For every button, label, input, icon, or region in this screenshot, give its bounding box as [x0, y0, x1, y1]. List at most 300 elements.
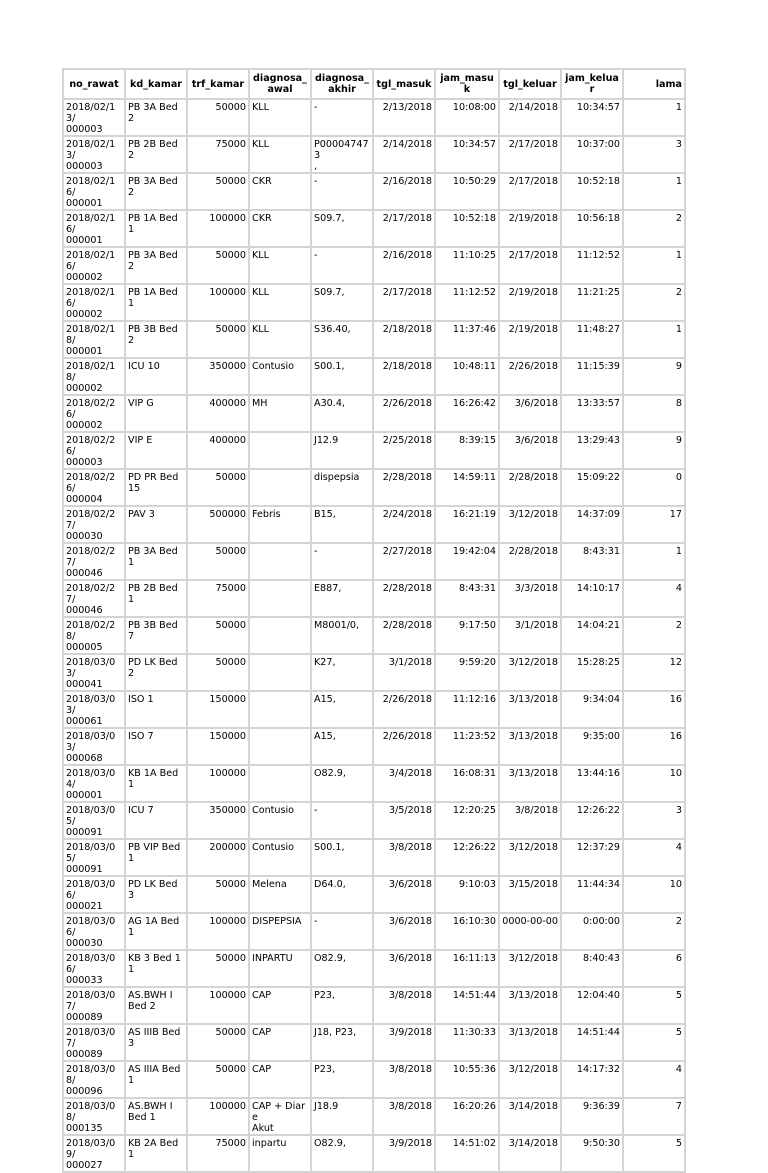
- table-row: [63, 395, 685, 432]
- jam-keluar-cell: 0:00:00: [561, 913, 623, 950]
- spreadsheet: [62, 68, 686, 1173]
- kd-kamar-cell: PB 3A Bed 2: [125, 99, 187, 136]
- diagnosa-akhir-cell: B15,: [311, 506, 373, 543]
- jam-keluar-cell: 8:43:31: [561, 543, 623, 580]
- jam-masuk-cell: 11:30:33: [435, 1024, 499, 1061]
- column-header: tgl_keluar: [499, 69, 561, 99]
- trf-kamar-cell: 50000: [187, 1024, 249, 1061]
- lama-cell: 12: [623, 654, 685, 691]
- diagnosa-awal-cell: CAP: [249, 1061, 311, 1098]
- jam-masuk-cell: 10:55:36: [435, 1061, 499, 1098]
- diagnosa-akhir-cell: D64.0,: [311, 876, 373, 913]
- no-rawat-cell: 2018/03/05/ 000091: [63, 839, 125, 876]
- table-row: [63, 913, 685, 950]
- diagnosa-awal-cell: Febris: [249, 506, 311, 543]
- diagnosa-awal-cell: KLL: [249, 99, 311, 136]
- jam-masuk-cell: 9:10:03: [435, 876, 499, 913]
- tgl-keluar-cell: 2/28/2018: [499, 543, 561, 580]
- jam-keluar-cell: 9:50:30: [561, 1135, 623, 1172]
- no-rawat-cell: 2018/03/05/ 000091: [63, 802, 125, 839]
- column-header: diagnosa_ akhir: [311, 69, 373, 99]
- diagnosa-akhir-cell: E887,: [311, 580, 373, 617]
- jam-masuk-cell: 14:51:44: [435, 987, 499, 1024]
- diagnosa-awal-cell: inpartu: [249, 1135, 311, 1172]
- jam-keluar-cell: 15:09:22: [561, 469, 623, 506]
- lama-cell: 1: [623, 99, 685, 136]
- tgl-keluar-cell: 2/26/2018: [499, 358, 561, 395]
- no-rawat-cell: 2018/02/18/ 000001: [63, 321, 125, 358]
- tgl-keluar-cell: 2/19/2018: [499, 284, 561, 321]
- column-header: trf_kamar: [187, 69, 249, 99]
- tgl-masuk-cell: 3/8/2018: [373, 1061, 435, 1098]
- diagnosa-awal-cell: KLL: [249, 321, 311, 358]
- no-rawat-cell: 2018/03/04/ 000001: [63, 765, 125, 802]
- lama-cell: 5: [623, 1135, 685, 1172]
- diagnosa-awal-cell: CKR: [249, 210, 311, 247]
- kd-kamar-cell: AS.BWH I Bed 1: [125, 1098, 187, 1135]
- lama-cell: 10: [623, 765, 685, 802]
- table-row: [63, 247, 685, 284]
- column-header: jam_masu k: [435, 69, 499, 99]
- trf-kamar-cell: 400000: [187, 395, 249, 432]
- kd-kamar-cell: AS IIIA Bed 1: [125, 1061, 187, 1098]
- jam-keluar-cell: 12:04:40: [561, 987, 623, 1024]
- no-rawat-cell: 2018/02/26/ 000003: [63, 432, 125, 469]
- kd-kamar-cell: AS.BWH I Bed 2: [125, 987, 187, 1024]
- lama-cell: 3: [623, 136, 685, 173]
- diagnosa-awal-cell: MH: [249, 395, 311, 432]
- kd-kamar-cell: ICU 7: [125, 802, 187, 839]
- no-rawat-cell: 2018/03/03/ 000068: [63, 728, 125, 765]
- kd-kamar-cell: ISO 1: [125, 691, 187, 728]
- trf-kamar-cell: 75000: [187, 136, 249, 173]
- tgl-keluar-cell: 3/14/2018: [499, 1098, 561, 1135]
- no-rawat-cell: 2018/02/28/ 000005: [63, 617, 125, 654]
- tgl-masuk-cell: 2/27/2018: [373, 543, 435, 580]
- jam-masuk-cell: 16:11:13: [435, 950, 499, 987]
- tgl-masuk-cell: 3/9/2018: [373, 1135, 435, 1172]
- diagnosa-awal-cell: CAP: [249, 1024, 311, 1061]
- jam-keluar-cell: 11:21:25: [561, 284, 623, 321]
- no-rawat-cell: 2018/02/16/ 000002: [63, 284, 125, 321]
- diagnosa-akhir-cell: J18.9: [311, 1098, 373, 1135]
- diagnosa-akhir-cell: A15,: [311, 691, 373, 728]
- kd-kamar-cell: PD PR Bed 15: [125, 469, 187, 506]
- table-row: [63, 765, 685, 802]
- diagnosa-awal-cell: KLL: [249, 247, 311, 284]
- kd-kamar-cell: PB 1A Bed 1: [125, 284, 187, 321]
- jam-masuk-cell: 8:43:31: [435, 580, 499, 617]
- no-rawat-cell: 2018/02/13/ 000003: [63, 99, 125, 136]
- tgl-masuk-cell: 2/24/2018: [373, 506, 435, 543]
- diagnosa-akhir-cell: K27,: [311, 654, 373, 691]
- table-row: [63, 506, 685, 543]
- tgl-keluar-cell: 2/17/2018: [499, 136, 561, 173]
- column-header: lama: [623, 69, 685, 99]
- table-row: [63, 284, 685, 321]
- tgl-masuk-cell: 3/6/2018: [373, 950, 435, 987]
- diagnosa-awal-cell: CAP: [249, 987, 311, 1024]
- no-rawat-cell: 2018/03/07/ 000089: [63, 987, 125, 1024]
- jam-keluar-cell: 11:48:27: [561, 321, 623, 358]
- table-row: [63, 691, 685, 728]
- kd-kamar-cell: PB 3A Bed 2: [125, 173, 187, 210]
- trf-kamar-cell: 50000: [187, 321, 249, 358]
- tgl-keluar-cell: 3/3/2018: [499, 580, 561, 617]
- tgl-masuk-cell: 3/8/2018: [373, 987, 435, 1024]
- column-header: tgl_masuk: [373, 69, 435, 99]
- jam-keluar-cell: 9:34:04: [561, 691, 623, 728]
- column-header: jam_kelua r: [561, 69, 623, 99]
- trf-kamar-cell: 150000: [187, 691, 249, 728]
- diagnosa-awal-cell: CAP + Diare Akut: [249, 1098, 311, 1135]
- diagnosa-awal-cell: [249, 469, 311, 506]
- lama-cell: 10: [623, 876, 685, 913]
- header-row: [63, 69, 685, 99]
- trf-kamar-cell: 50000: [187, 617, 249, 654]
- no-rawat-cell: 2018/03/03/ 000041: [63, 654, 125, 691]
- tgl-masuk-cell: 3/4/2018: [373, 765, 435, 802]
- tgl-masuk-cell: 2/16/2018: [373, 173, 435, 210]
- diagnosa-awal-cell: [249, 543, 311, 580]
- tgl-masuk-cell: 2/28/2018: [373, 617, 435, 654]
- table-row: [63, 876, 685, 913]
- diagnosa-akhir-cell: -: [311, 173, 373, 210]
- kd-kamar-cell: PAV 3: [125, 506, 187, 543]
- table-row: [63, 432, 685, 469]
- tgl-masuk-cell: 2/17/2018: [373, 210, 435, 247]
- lama-cell: 16: [623, 728, 685, 765]
- diagnosa-akhir-cell: J18, P23,: [311, 1024, 373, 1061]
- trf-kamar-cell: 50000: [187, 247, 249, 284]
- table-row: [63, 173, 685, 210]
- jam-masuk-cell: 16:08:31: [435, 765, 499, 802]
- tgl-keluar-cell: 3/1/2018: [499, 617, 561, 654]
- trf-kamar-cell: 75000: [187, 580, 249, 617]
- tgl-masuk-cell: 2/26/2018: [373, 691, 435, 728]
- no-rawat-cell: 2018/02/27/ 000046: [63, 580, 125, 617]
- diagnosa-akhir-cell: -: [311, 913, 373, 950]
- tgl-keluar-cell: 3/6/2018: [499, 395, 561, 432]
- jam-keluar-cell: 10:56:18: [561, 210, 623, 247]
- tgl-masuk-cell: 3/6/2018: [373, 913, 435, 950]
- tgl-keluar-cell: 3/6/2018: [499, 432, 561, 469]
- diagnosa-awal-cell: INPARTU: [249, 950, 311, 987]
- jam-masuk-cell: 11:12:52: [435, 284, 499, 321]
- jam-masuk-cell: 10:34:57: [435, 136, 499, 173]
- tgl-keluar-cell: 3/8/2018: [499, 802, 561, 839]
- no-rawat-cell: 2018/02/26/ 000004: [63, 469, 125, 506]
- jam-masuk-cell: 11:37:46: [435, 321, 499, 358]
- no-rawat-cell: 2018/02/13/ 000003: [63, 136, 125, 173]
- no-rawat-cell: 2018/03/03/ 000061: [63, 691, 125, 728]
- table-row: [63, 321, 685, 358]
- jam-masuk-cell: 14:59:11: [435, 469, 499, 506]
- kd-kamar-cell: AS IIIB Bed 3: [125, 1024, 187, 1061]
- diagnosa-awal-cell: Contusio: [249, 802, 311, 839]
- table-row: [63, 839, 685, 876]
- tgl-masuk-cell: 2/26/2018: [373, 728, 435, 765]
- trf-kamar-cell: 100000: [187, 1098, 249, 1135]
- tgl-masuk-cell: 2/18/2018: [373, 358, 435, 395]
- kd-kamar-cell: PB 3A Bed 2: [125, 247, 187, 284]
- jam-keluar-cell: 14:37:09: [561, 506, 623, 543]
- jam-keluar-cell: 11:12:52: [561, 247, 623, 284]
- tgl-keluar-cell: 2/17/2018: [499, 173, 561, 210]
- jam-keluar-cell: 14:17:32: [561, 1061, 623, 1098]
- kd-kamar-cell: PB VIP Bed 1: [125, 839, 187, 876]
- diagnosa-awal-cell: KLL: [249, 284, 311, 321]
- lama-cell: 2: [623, 284, 685, 321]
- table-row: [63, 99, 685, 136]
- jam-keluar-cell: 12:37:29: [561, 839, 623, 876]
- table-row: [63, 136, 685, 173]
- table-body: [63, 99, 685, 1172]
- jam-masuk-cell: 19:42:04: [435, 543, 499, 580]
- lama-cell: 3: [623, 802, 685, 839]
- diagnosa-awal-cell: Contusio: [249, 839, 311, 876]
- jam-masuk-cell: 11:10:25: [435, 247, 499, 284]
- table-row: [63, 580, 685, 617]
- tgl-keluar-cell: 3/12/2018: [499, 839, 561, 876]
- trf-kamar-cell: 350000: [187, 802, 249, 839]
- jam-masuk-cell: 10:50:29: [435, 173, 499, 210]
- trf-kamar-cell: 350000: [187, 358, 249, 395]
- no-rawat-cell: 2018/03/06/ 000021: [63, 876, 125, 913]
- tgl-masuk-cell: 2/28/2018: [373, 580, 435, 617]
- diagnosa-akhir-cell: S09.7,: [311, 284, 373, 321]
- diagnosa-awal-cell: [249, 691, 311, 728]
- diagnosa-awal-cell: [249, 432, 311, 469]
- diagnosa-akhir-cell: P000047473 ,: [311, 136, 373, 173]
- jam-masuk-cell: 10:52:18: [435, 210, 499, 247]
- diagnosa-akhir-cell: -: [311, 99, 373, 136]
- no-rawat-cell: 2018/03/08/ 000135: [63, 1098, 125, 1135]
- tgl-masuk-cell: 3/6/2018: [373, 876, 435, 913]
- trf-kamar-cell: 50000: [187, 469, 249, 506]
- lama-cell: 1: [623, 543, 685, 580]
- tgl-keluar-cell: 2/14/2018: [499, 99, 561, 136]
- trf-kamar-cell: 75000: [187, 1135, 249, 1172]
- lama-cell: 5: [623, 987, 685, 1024]
- column-header: no_rawat: [63, 69, 125, 99]
- table-row: [63, 210, 685, 247]
- no-rawat-cell: 2018/02/27/ 000030: [63, 506, 125, 543]
- tgl-keluar-cell: 3/13/2018: [499, 765, 561, 802]
- jam-masuk-cell: 11:23:52: [435, 728, 499, 765]
- kd-kamar-cell: ICU 10: [125, 358, 187, 395]
- table-row: [63, 728, 685, 765]
- lama-cell: 6: [623, 950, 685, 987]
- trf-kamar-cell: 50000: [187, 876, 249, 913]
- trf-kamar-cell: 100000: [187, 210, 249, 247]
- jam-keluar-cell: 13:44:16: [561, 765, 623, 802]
- diagnosa-akhir-cell: J12.9: [311, 432, 373, 469]
- diagnosa-akhir-cell: O82.9,: [311, 1135, 373, 1172]
- kd-kamar-cell: PB 1A Bed 1: [125, 210, 187, 247]
- tgl-masuk-cell: 2/25/2018: [373, 432, 435, 469]
- lama-cell: 4: [623, 1061, 685, 1098]
- kd-kamar-cell: KB 1A Bed 1: [125, 765, 187, 802]
- trf-kamar-cell: 50000: [187, 654, 249, 691]
- tgl-keluar-cell: 3/13/2018: [499, 691, 561, 728]
- table-row: [63, 1061, 685, 1098]
- jam-masuk-cell: 16:10:30: [435, 913, 499, 950]
- diagnosa-awal-cell: CKR: [249, 173, 311, 210]
- lama-cell: 7: [623, 1098, 685, 1135]
- diagnosa-akhir-cell: dispepsia: [311, 469, 373, 506]
- tgl-keluar-cell: 3/13/2018: [499, 728, 561, 765]
- no-rawat-cell: 2018/03/08/ 000096: [63, 1061, 125, 1098]
- kd-kamar-cell: KB 2A Bed 1: [125, 1135, 187, 1172]
- kd-kamar-cell: PB 2B Bed 1: [125, 580, 187, 617]
- jam-masuk-cell: 16:26:42: [435, 395, 499, 432]
- jam-masuk-cell: 10:48:11: [435, 358, 499, 395]
- lama-cell: 4: [623, 839, 685, 876]
- no-rawat-cell: 2018/02/18/ 000002: [63, 358, 125, 395]
- table-row: [63, 1135, 685, 1172]
- jam-keluar-cell: 14:51:44: [561, 1024, 623, 1061]
- tgl-masuk-cell: 3/8/2018: [373, 839, 435, 876]
- trf-kamar-cell: 50000: [187, 1061, 249, 1098]
- tgl-masuk-cell: 3/1/2018: [373, 654, 435, 691]
- diagnosa-akhir-cell: P23,: [311, 987, 373, 1024]
- lama-cell: 2: [623, 617, 685, 654]
- tgl-masuk-cell: 3/5/2018: [373, 802, 435, 839]
- trf-kamar-cell: 50000: [187, 173, 249, 210]
- tgl-masuk-cell: 2/18/2018: [373, 321, 435, 358]
- jam-masuk-cell: 11:12:16: [435, 691, 499, 728]
- tgl-keluar-cell: 3/12/2018: [499, 506, 561, 543]
- table-row: [63, 358, 685, 395]
- trf-kamar-cell: 500000: [187, 506, 249, 543]
- diagnosa-awal-cell: DISPEPSIA: [249, 913, 311, 950]
- diagnosa-awal-cell: [249, 580, 311, 617]
- table-row: [63, 469, 685, 506]
- kd-kamar-cell: AG 1A Bed 1: [125, 913, 187, 950]
- diagnosa-akhir-cell: M8001/0,: [311, 617, 373, 654]
- table-row: [63, 1024, 685, 1061]
- diagnosa-akhir-cell: A15,: [311, 728, 373, 765]
- trf-kamar-cell: 100000: [187, 987, 249, 1024]
- lama-cell: 2: [623, 210, 685, 247]
- kd-kamar-cell: VIP G: [125, 395, 187, 432]
- no-rawat-cell: 2018/02/16/ 000001: [63, 173, 125, 210]
- no-rawat-cell: 2018/02/16/ 000001: [63, 210, 125, 247]
- tgl-masuk-cell: 2/17/2018: [373, 284, 435, 321]
- tgl-keluar-cell: 3/12/2018: [499, 1061, 561, 1098]
- jam-masuk-cell: 16:20:26: [435, 1098, 499, 1135]
- table-row: [63, 654, 685, 691]
- no-rawat-cell: 2018/02/16/ 000002: [63, 247, 125, 284]
- diagnosa-awal-cell: [249, 728, 311, 765]
- tgl-keluar-cell: 3/14/2018: [499, 1135, 561, 1172]
- diagnosa-akhir-cell: S00.1,: [311, 358, 373, 395]
- lama-cell: 16: [623, 691, 685, 728]
- column-header: diagnosa_ awal: [249, 69, 311, 99]
- diagnosa-awal-cell: [249, 654, 311, 691]
- diagnosa-awal-cell: Contusio: [249, 358, 311, 395]
- jam-masuk-cell: 12:26:22: [435, 839, 499, 876]
- kd-kamar-cell: PB 2B Bed 2: [125, 136, 187, 173]
- no-rawat-cell: 2018/03/09/ 000027: [63, 1135, 125, 1172]
- jam-keluar-cell: 14:10:17: [561, 580, 623, 617]
- diagnosa-akhir-cell: S00.1,: [311, 839, 373, 876]
- trf-kamar-cell: 100000: [187, 284, 249, 321]
- jam-keluar-cell: 10:34:57: [561, 99, 623, 136]
- jam-masuk-cell: 9:17:50: [435, 617, 499, 654]
- kd-kamar-cell: ISO 7: [125, 728, 187, 765]
- tgl-keluar-cell: 3/12/2018: [499, 950, 561, 987]
- jam-keluar-cell: 15:28:25: [561, 654, 623, 691]
- table-row: [63, 617, 685, 654]
- jam-masuk-cell: 14:51:02: [435, 1135, 499, 1172]
- diagnosa-akhir-cell: P23,: [311, 1061, 373, 1098]
- no-rawat-cell: 2018/03/06/ 000033: [63, 950, 125, 987]
- diagnosa-akhir-cell: S09.7,: [311, 210, 373, 247]
- tgl-keluar-cell: 0000-00-00: [499, 913, 561, 950]
- jam-keluar-cell: 8:40:43: [561, 950, 623, 987]
- jam-keluar-cell: 9:35:00: [561, 728, 623, 765]
- jam-keluar-cell: 13:33:57: [561, 395, 623, 432]
- inpatient-room-table: [62, 68, 686, 1173]
- table-row: [63, 987, 685, 1024]
- tgl-masuk-cell: 2/14/2018: [373, 136, 435, 173]
- lama-cell: 1: [623, 173, 685, 210]
- kd-kamar-cell: VIP E: [125, 432, 187, 469]
- lama-cell: 4: [623, 580, 685, 617]
- tgl-keluar-cell: 2/28/2018: [499, 469, 561, 506]
- lama-cell: 2: [623, 913, 685, 950]
- jam-masuk-cell: 9:59:20: [435, 654, 499, 691]
- lama-cell: 1: [623, 321, 685, 358]
- kd-kamar-cell: KB 3 Bed 11: [125, 950, 187, 987]
- jam-keluar-cell: 9:36:39: [561, 1098, 623, 1135]
- diagnosa-akhir-cell: S36.40,: [311, 321, 373, 358]
- trf-kamar-cell: 100000: [187, 913, 249, 950]
- kd-kamar-cell: PB 3A Bed 1: [125, 543, 187, 580]
- jam-keluar-cell: 13:29:43: [561, 432, 623, 469]
- tgl-keluar-cell: 2/19/2018: [499, 321, 561, 358]
- column-header: kd_kamar: [125, 69, 187, 99]
- tgl-keluar-cell: 3/13/2018: [499, 1024, 561, 1061]
- diagnosa-akhir-cell: -: [311, 543, 373, 580]
- jam-keluar-cell: 10:37:00: [561, 136, 623, 173]
- diagnosa-akhir-cell: O82.9,: [311, 765, 373, 802]
- table-row: [63, 950, 685, 987]
- jam-masuk-cell: 16:21:19: [435, 506, 499, 543]
- trf-kamar-cell: 100000: [187, 765, 249, 802]
- tgl-masuk-cell: 2/13/2018: [373, 99, 435, 136]
- table-row: [63, 1098, 685, 1135]
- jam-keluar-cell: 14:04:21: [561, 617, 623, 654]
- trf-kamar-cell: 200000: [187, 839, 249, 876]
- jam-keluar-cell: 12:26:22: [561, 802, 623, 839]
- lama-cell: 1: [623, 247, 685, 284]
- diagnosa-awal-cell: [249, 765, 311, 802]
- trf-kamar-cell: 50000: [187, 950, 249, 987]
- trf-kamar-cell: 50000: [187, 543, 249, 580]
- tgl-keluar-cell: 3/13/2018: [499, 987, 561, 1024]
- kd-kamar-cell: PD LK Bed 2: [125, 654, 187, 691]
- jam-keluar-cell: 10:52:18: [561, 173, 623, 210]
- jam-keluar-cell: 11:44:34: [561, 876, 623, 913]
- no-rawat-cell: 2018/03/06/ 000030: [63, 913, 125, 950]
- lama-cell: 17: [623, 506, 685, 543]
- tgl-keluar-cell: 2/17/2018: [499, 247, 561, 284]
- lama-cell: 9: [623, 358, 685, 395]
- lama-cell: 8: [623, 395, 685, 432]
